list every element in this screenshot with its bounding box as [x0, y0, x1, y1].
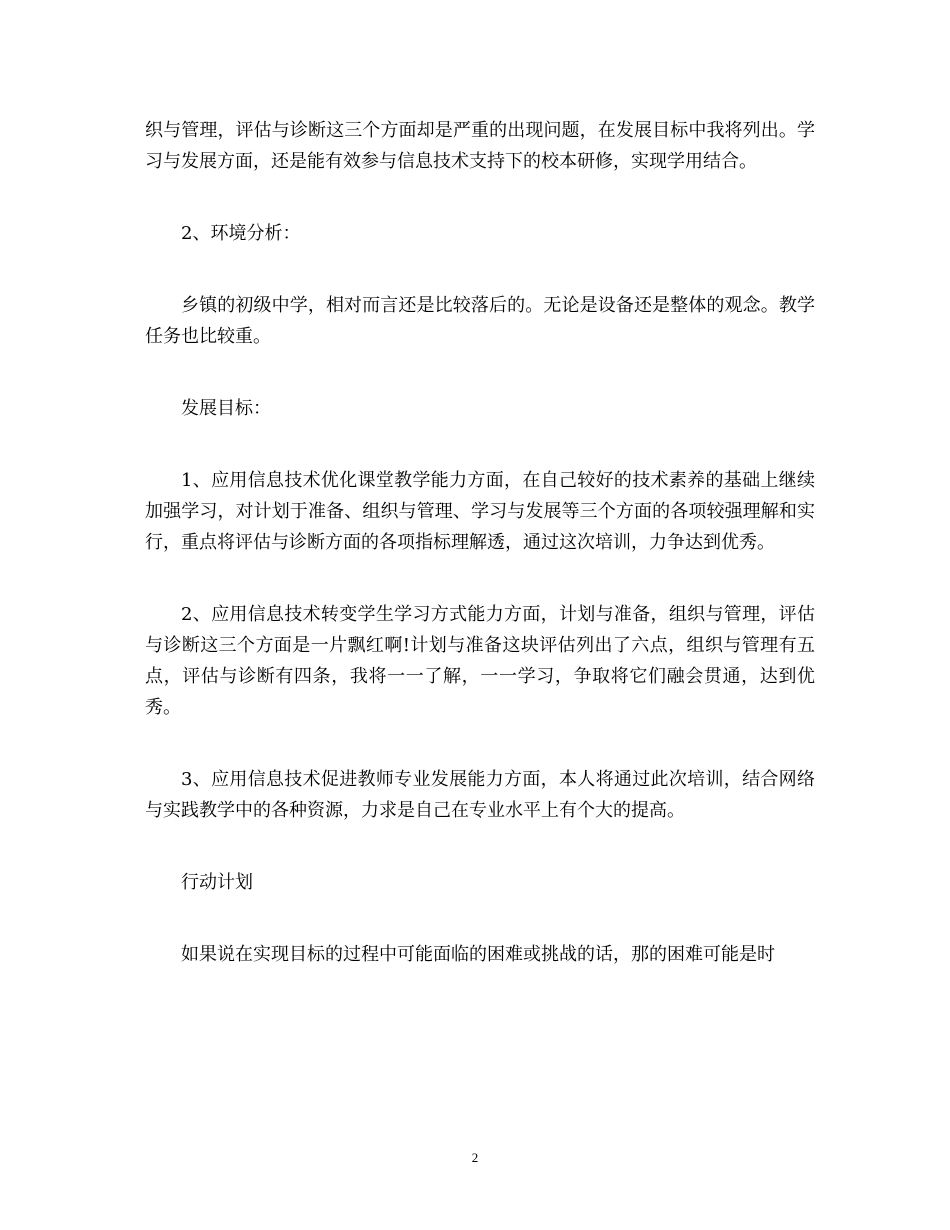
paragraph-action-plan: 如果说在实现目标的过程中可能面临的困难或挑战的话，那的困难可能是时: [181, 944, 775, 965]
paragraph-goal-1: 1、应用信息技术优化课堂教学能力方面，在自己较好的技术素养的基础上继续加强学习，对计划于准备、组织与管理、学习与发展等三个方面的各项较强理解和实行，重点将评估与诊断方面的各项指标理解透，通过这次培训，力争达到优秀。: [145, 470, 815, 553]
page-number: 2: [471, 1150, 479, 1165]
paragraph-environment: 乡镇的初级中学，相对而言还是比较落后的。无论是设备还是整体的观念。教学任务也比较重。: [145, 295, 815, 347]
paragraph-goal-3: 3、应用信息技术促进教师专业发展能力方面，本人将通过此次培训，结合网络与实践教学中的各种资源，力求是自己在专业水平上有个大的提高。: [145, 769, 815, 821]
paragraph-continuation: 织与管理，评估与诊断这三个方面却是严重的出现问题，在发展目标中我将列出。学习与发展方面，还是能有效参与信息技术支持下的校本研修，实现学用结合。: [145, 120, 815, 172]
document-body: [145, 115, 815, 970]
heading-development-goals: 发展目标：: [181, 398, 271, 419]
heading-environment-analysis: 2、环境分析：: [181, 223, 301, 244]
heading-action-plan: 行动计划: [181, 872, 253, 893]
paragraph-goal-2: 2、应用信息技术转变学生学习方式能力方面，计划与准备，组织与管理，评估与诊断这三个方面是一片飘红啊!计划与准备这块评估列出了六点，组织与管理有五点，评估与诊断有四条，我将一一了解，一一学习，争取将它们融会贯通，达到优秀。: [145, 604, 815, 718]
